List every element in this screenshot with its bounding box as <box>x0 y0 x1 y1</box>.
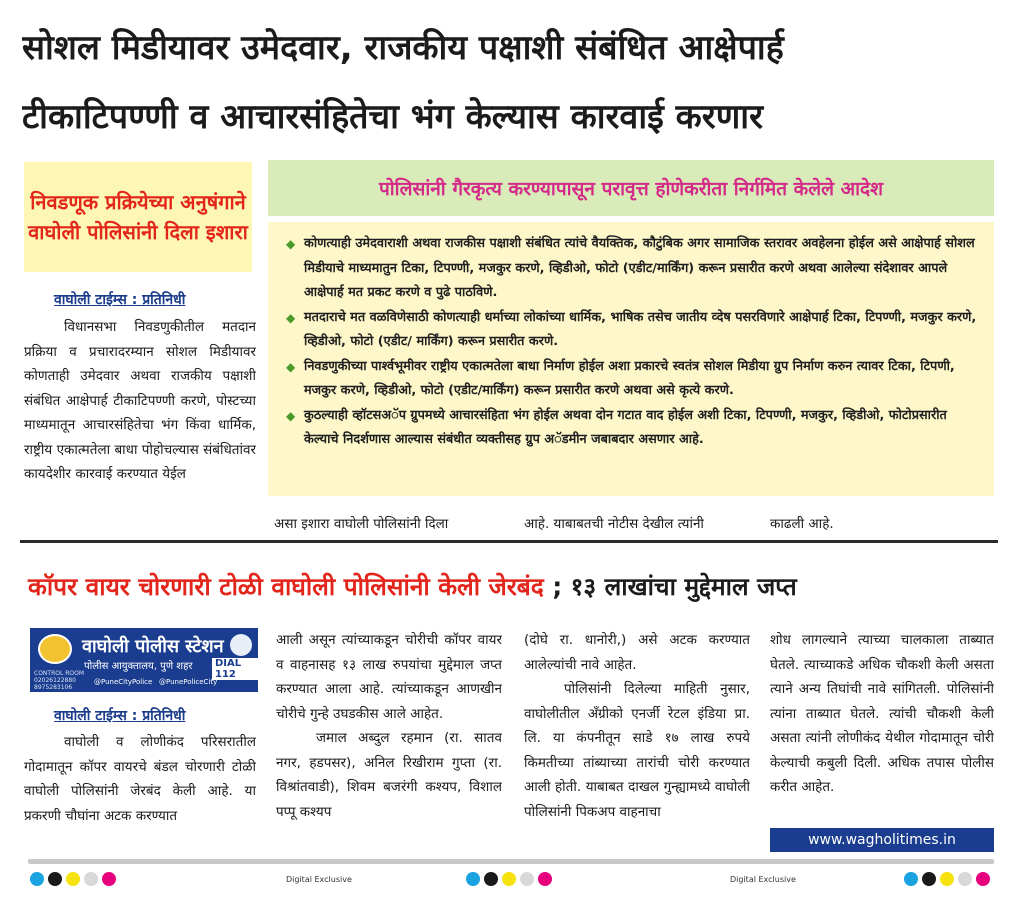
article1-body-text: विधानसभा निवडणुकीतील मतदान प्रक्रिया व प्रचारादरम्यान सोशल मिडीयावर कोणताही उमेदवार अथवा राजकीय पक्षाशी संबंधित आक्षेपार्ह टीकाटिपण्णी करणे, पोस्टच्या माध्यमातून आचारसंहितेचा भंग किंवा धार्मिक, राष्ट्रीय एकात्मतेला बाधा पोहोचल्यास संबंधितांवर कायदेशीर कारवाई करण्यात येईल <box>24 319 256 482</box>
section-divider <box>20 540 998 543</box>
registration-marks-center <box>466 872 552 886</box>
footer-label-right: Digital Exclusive <box>730 875 796 884</box>
station-subtitle: पोलीस आयुक्तालय, पुणे शहर <box>84 661 193 672</box>
registration-marks-right <box>904 872 990 886</box>
station-title: वाघोली पोलीस स्टेशन <box>82 636 224 657</box>
police-station-banner <box>30 628 258 692</box>
article2-headline <box>28 570 797 603</box>
notice-bullet: ◆ कोणत्याही उमेदवाराशी अथवा राजकीस पक्षाशी संबंधित त्यांचे वैयक्तिक, कौटुंबिक अगर सामाजिक स्तरावर अवहेलना होईल असे आक्षेपार्ह सोशल मिडीयाचे माध्यमातुन टिका, टिपण्णी, मजकुर करणे, व्हिडीओ, फोटो (एडीट/मार्किंग) करून प्रसारीत करणे अथवा आलेल्या संदेशावर आपले आक्षेपार्ह मत प्रकट करणे व पुढे पाठविणे. <box>286 232 980 306</box>
article2-col1: वाघोली व लोणीकंद परिसरातील गोदामातून कॉपर वायरचे बंडल चोरणारी टोळी वाघोली पोलिसांनी जेरबंद केली आहे. या प्रकरणी चौघांना अटक करण्यात <box>24 734 256 824</box>
side-heading: निवडणूक प्रक्रियेच्या अनुषंगाने वाघोली पोलिसांनी दिला इशारा <box>28 190 248 244</box>
article1-byline: वाघोली टाईम्स : प्रतिनिधी <box>54 292 186 308</box>
diamond-bullet-icon: ◆ <box>286 310 296 325</box>
notice-bullet: ◆ निवडणुकीच्या पार्श्वभूमीवर राष्ट्रीय एकात्मतेला बाधा निर्माण होईल अशा प्रकारचे स्वतंत्र सोशल मिडीया ग्रुप निर्माण करुन त्यावर टिका, टिपणी, मजकुर करणे, व्हिडीओ, फोटो (एडीट/मार्किंग) करून प्रसारीत करणे अथवा असे कृत्ये करणे. <box>286 355 980 404</box>
dial-badge: DIAL 112 <box>212 658 258 680</box>
footer-bar <box>28 859 994 864</box>
notice-title-bar <box>268 160 994 216</box>
police-emblem-icon <box>38 634 72 664</box>
notice-list <box>286 232 980 453</box>
notice-bullet: ◆ कुठल्याही व्हॉटसअॅप ग्रुपमध्ये आचारसंहिता भंग होईल अथवा दोन गटात वाद होईल अशी टिका, टिपण्णी, मजकुर, व्हिडीओ, फोटोप्रसारीत केल्याचे निदर्शणास आल्यास संबंधीत व्यक्तीसह ग्रुप अॅडमीन जबाबदार असणार आहे. <box>286 404 980 453</box>
registration-marks-left <box>30 872 116 886</box>
article1-continuation-1: असा इशारा वाघोली पोलिसांनी दिला <box>274 516 449 532</box>
article1-body <box>24 315 256 537</box>
diamond-bullet-icon: ◆ <box>286 359 296 374</box>
diamond-bullet-icon: ◆ <box>286 237 296 251</box>
notice-box <box>268 222 994 496</box>
website-url: www.wagholitimes.in <box>770 828 994 852</box>
notice-title: पोलिसांनी गैरकृत्य करण्यापासून परावृत्त होणेकरीता निर्गमित केलेले आदेश <box>378 178 884 200</box>
article1-continuation-3: काढली आहे. <box>770 516 834 532</box>
article2-byline: वाघोली टाईम्स : प्रतिनिधी <box>54 708 186 724</box>
side-heading-box <box>24 162 252 272</box>
article2-headline-black: ; १३ लाखांचा मुद्देमाल जप्त <box>552 572 797 601</box>
article2-col2: आली असून त्यांच्याकडून चोरीची कॉपर वायर व वाहनासह १३ लाख रुपयांचा मुद्देमाल जप्त करण्यात आला आहे. त्यांच्याकडून आणखीन चोरीचे गुन्हे उघडकीस आले आहेत. जमाल अब्दुल रहमान (रा. सातव नगर, हडपसर), अनिल रिखीराम गुप्ता (रा. विश्रांतवाडी), शिवम बजरंगी कश्यप, विशाल पप्पू कश्यप <box>276 632 502 820</box>
article1-continuation-2: आहे. याबाबतची नोटीस देखील त्यांनी <box>524 516 704 532</box>
article2-col3: (दोघे रा. धानोरी,) असे अटक करण्यात आलेल्यांची नावे आहेत. पोलिसांनी दिलेल्या माहिती नुसार, वाघोलीतील अँग्रीको एनर्जी रेटल इंडिया प्रा. लि. या कंपनीतून साडे १७ लाख रुपये किमतीच्या तांब्याच्या तारांची चोरी करण्यात आली होती. याबाबत दाखल गुन्ह्यामध्ये वाघोली पोलिसांनी पिकअप वाहनाचा <box>524 632 750 820</box>
main-headline-line-2: टीकाटिपण्णी व आचारसंहितेचा भंग केल्यास कारवाई करणार <box>22 97 763 137</box>
social-handles: @PuneCityPolice @PunePoliceCity <box>94 678 218 686</box>
article2-headline-red: कॉपर वायर चोरणारी टोळी वाघोली पोलिसांनी केली जेरबंद <box>28 572 544 601</box>
footer-label-left: Digital Exclusive <box>286 875 352 884</box>
main-headline-line-1: सोशल मिडीयावर उमेदवार, राजकीय पक्षाशी संबंधित आक्षेपार्ह <box>22 28 784 68</box>
control-room-info: CONTROL ROOM 02026122880 8975283106 <box>34 670 84 691</box>
article2-col4: शोध लागल्याने त्याच्या चालकाला ताब्यात घेतले. त्याच्याकडे अधिक चौकशी केली असता त्याने अन्य तिघांची नावे सांगितली. पोलिसांनी त्यांना ताब्यात घेतले. त्यांची चौकशी केली असता त्यांनी लोणीकंद येथील गोदामातून चोरी केल्याची कबुली दिली. अधिक तपास पोलीस करीत आहेत. <box>770 632 994 795</box>
notice-bullet: ◆ मतदाराचे मत वळविणेसाठी कोणत्याही धर्माच्या लोकांच्या धार्मिक, भाषिक तसेच जातीय व्देष पसरविणारे आक्षेपार्ह टिका, टिपण्णी, मजकुर करणे, व्हिडीओ, फोटो (एडीट/ मार्किंग) करून प्रसारीत करणे. <box>286 306 980 355</box>
badge-icon <box>230 634 252 656</box>
diamond-bullet-icon: ◆ <box>286 408 296 423</box>
